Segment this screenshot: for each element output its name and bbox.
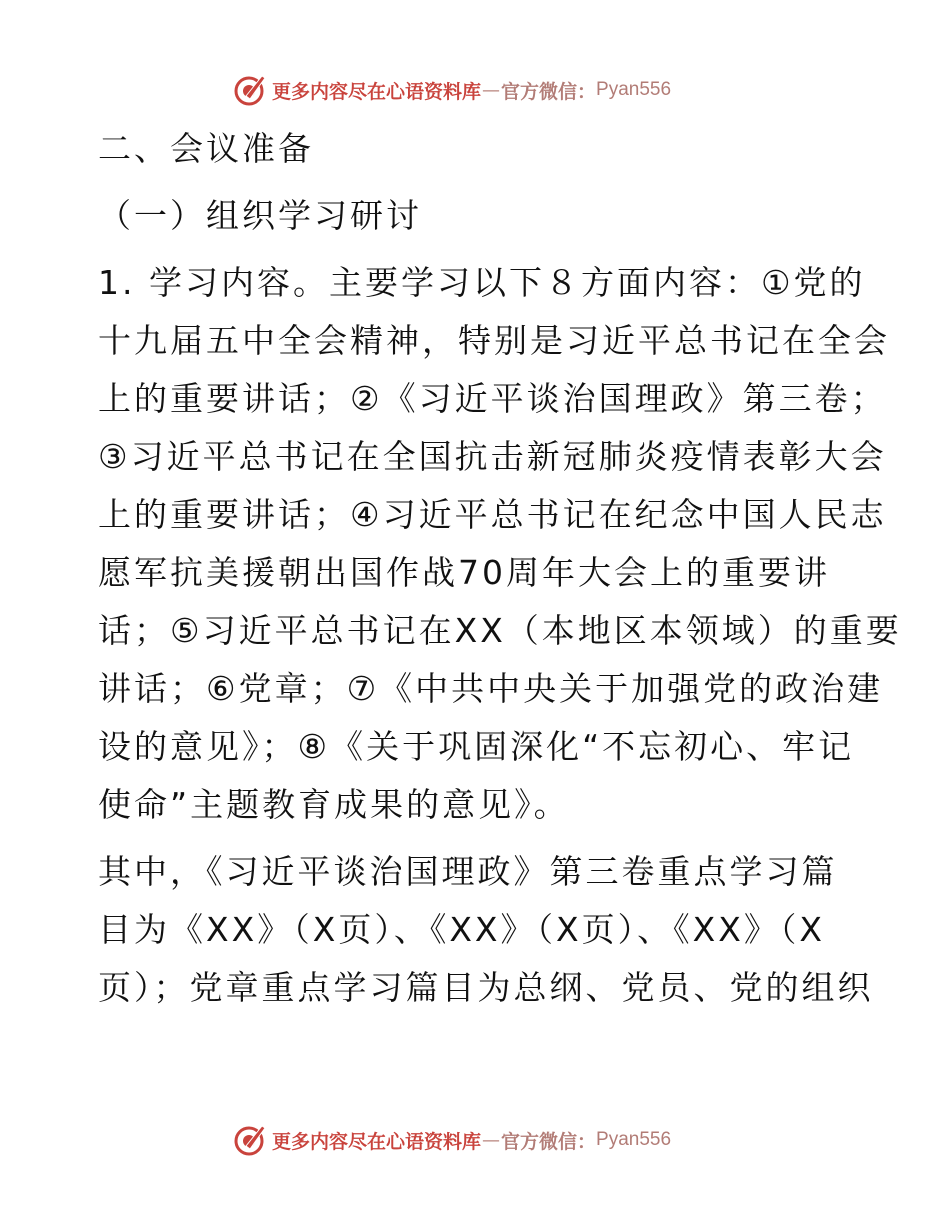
watermark-dash: — [482, 1129, 501, 1151]
paragraph-line: 设的意见》；⑧《关于巩固深化“不忘初心、牢记 [98, 727, 855, 766]
paragraph-line: 使命”主题教育成果的意见》。 [98, 785, 570, 824]
quill-logo-icon [232, 1122, 268, 1158]
watermark-official-label: 官方微信： [501, 80, 597, 103]
paragraph-line: 目为《XX》（X页）、《XX》（X页）、《XX》（X [98, 910, 825, 949]
paragraph-line: 十九届五中全会精神，特别是习近平总书记在全会 [98, 321, 890, 360]
watermark-header [232, 70, 671, 110]
paragraph-line: 页）；党章重点学习篇目为总纲、党员、党的组织 [98, 968, 874, 1007]
section-heading: 二、会议准备 [98, 129, 314, 168]
paragraph-line: 话；⑤习近平总书记在XX（本地区本领域）的重要 [98, 611, 902, 650]
watermark-footer [232, 1120, 671, 1160]
watermark-brand-text: 更多内容尽在心语资料库 [272, 80, 482, 103]
paragraph-line: ③习近平总书记在全国抗击新冠肺炎疫情表彰大会 [98, 437, 887, 476]
watermark-brand-text: 更多内容尽在心语资料库 [272, 1130, 482, 1153]
subsection-heading: （一）组织学习研讨 [98, 196, 422, 235]
paragraph-line: 愿军抗美援朝出国作战70周年大会上的重要讲 [98, 553, 830, 592]
paragraph-line: 上的重要讲话；④习近平总书记在纪念中国人民志 [98, 495, 887, 534]
paragraph-line: 讲话；⑥党章；⑦《中共中央关于加强党的政治建 [98, 669, 884, 708]
paragraph-key-chapters [98, 843, 874, 1017]
document-body [98, 120, 902, 1017]
paragraph-line: 其中，《习近平谈治国理政》第三卷重点学习篇 [98, 852, 838, 891]
paragraph-line: 1. 学习内容。主要学习以下８方面内容：①党的 [98, 263, 866, 302]
watermark-wechat-id: Pyan556 [596, 1129, 672, 1150]
quill-logo-icon [232, 72, 268, 108]
watermark-official-label: 官方微信： [501, 1130, 597, 1153]
paragraph-line: 上的重要讲话；②《习近平谈治国理政》第三卷； [98, 379, 887, 418]
watermark-dash: — [482, 79, 501, 101]
paragraph-study-content [98, 254, 902, 834]
watermark-wechat-id: Pyan556 [596, 79, 672, 100]
